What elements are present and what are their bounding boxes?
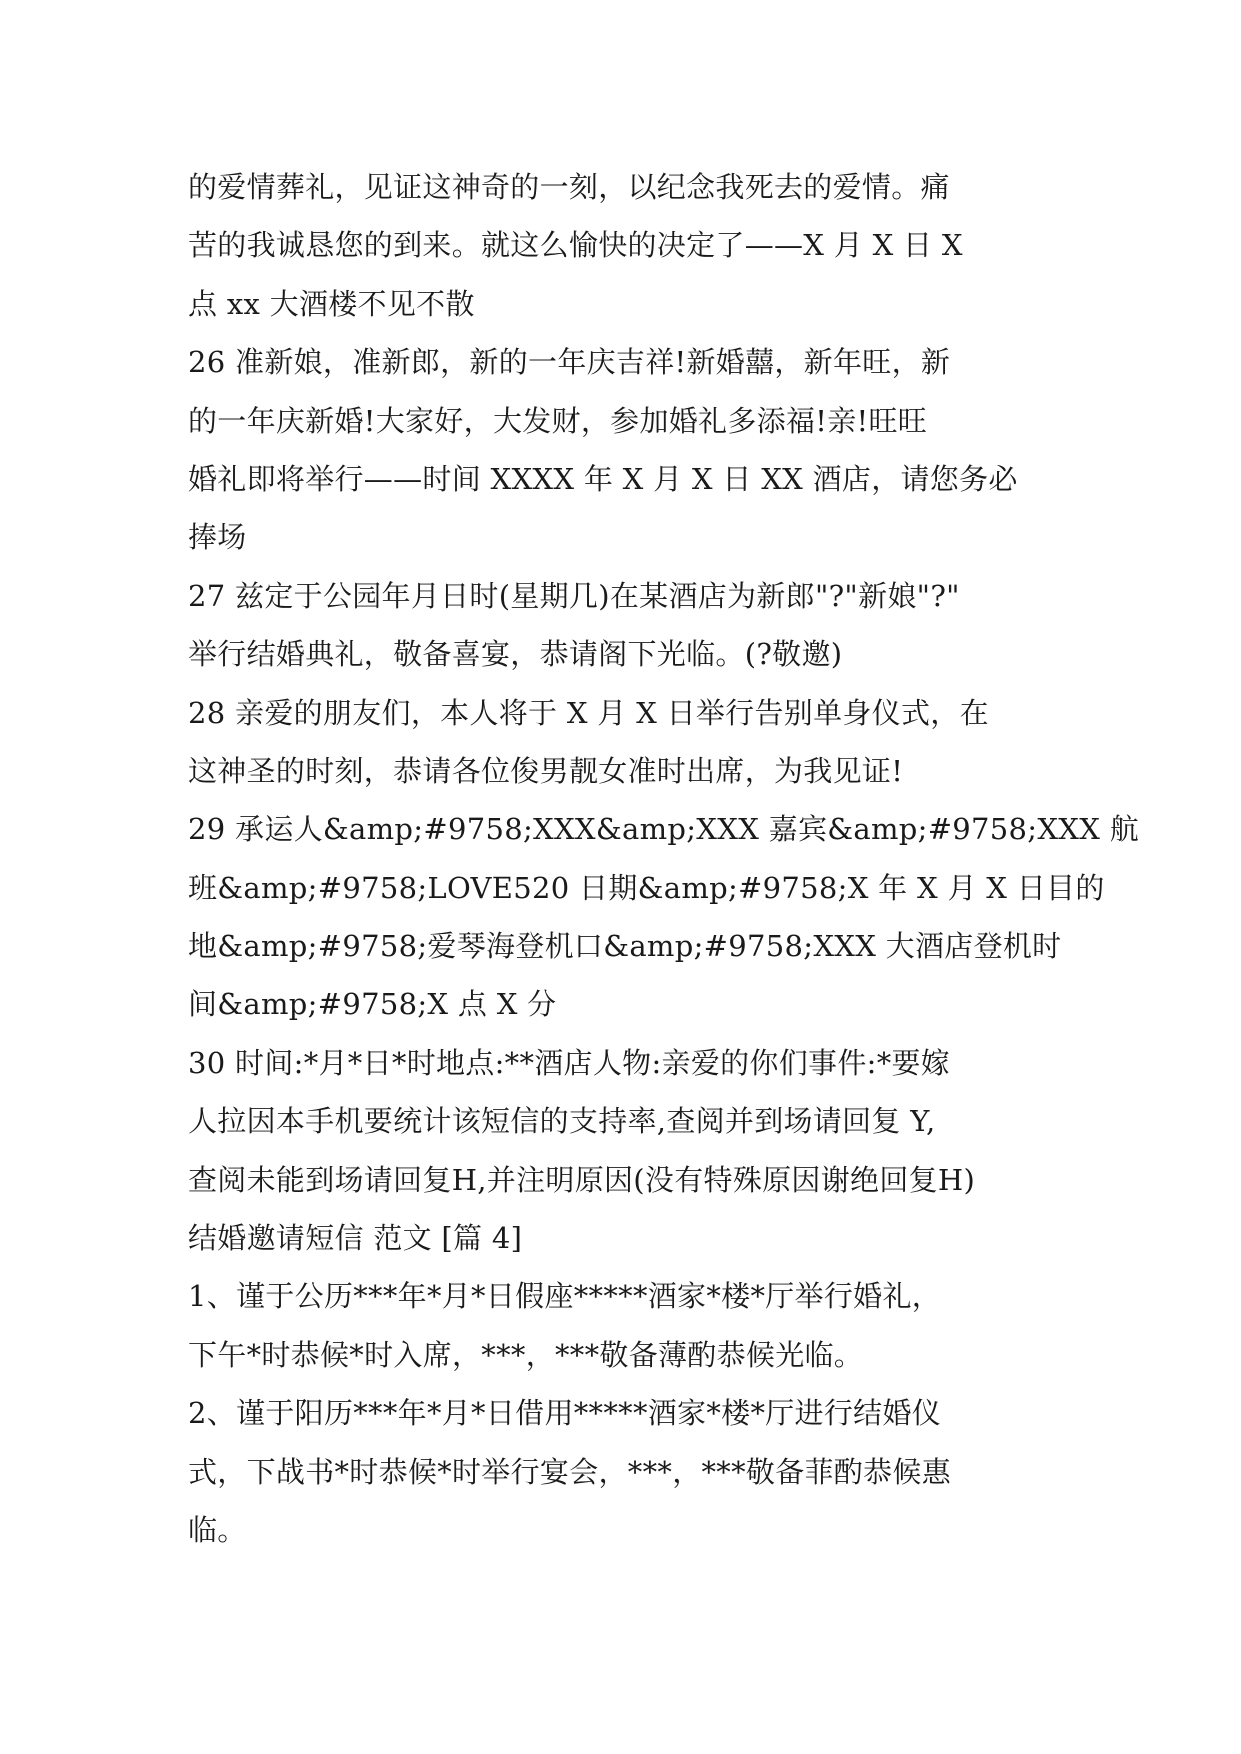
text-line: 1、谨于公历***年*月*日假座*****酒家*楼*厅举行婚礼， xyxy=(188,1279,942,1314)
text-line: 苦的我诚恳您的到来。就这么愉快的决定了——X 月 X 日 X xyxy=(188,228,963,263)
text-line: 捧场 xyxy=(188,520,247,555)
text-line: 29 承运人&amp;#9758;XXX&amp;XXX 嘉宾&amp;#9758;XXX 航 xyxy=(188,812,1140,847)
text-line: 婚礼即将举行——时间 XXXX 年 X 月 X 日 XX 酒店，请您务必 xyxy=(188,461,1018,496)
section-heading: 结婚邀请短信 范文 [篇 4] xyxy=(188,1221,523,1256)
text-line: 查阅未能到场请回复H,并注明原因(没有特殊原因谢绝回复H) xyxy=(188,1162,976,1197)
text-line: 临。 xyxy=(188,1512,247,1547)
text-line: 式，下战书*时恭候*时举行宴会，***，***敬备菲酌恭候惠 xyxy=(188,1454,952,1489)
text-line: 人拉因本手机要统计该短信的支持率,查阅并到场请回复 Y, xyxy=(188,1104,936,1139)
text-line: 举行结婚典礼，敬备喜宴，恭请阁下光临。(?敬邀) xyxy=(188,637,843,672)
text-line: 26 准新娘，准新郎，新的一年庆吉祥!新婚囍，新年旺，新 xyxy=(188,345,951,380)
text-line: 点 xx 大酒楼不见不散 xyxy=(188,286,475,321)
text-line: 下午*时恭候*时入席，***，***敬备薄酌恭候光临。 xyxy=(188,1337,864,1372)
text-line: 28 亲爱的朋友们，本人将于 X 月 X 日举行告别单身仪式，在 xyxy=(188,695,989,730)
text-line: 地&amp;#9758;爱琴海登机口&amp;#9758;XXX 大酒店登机时 xyxy=(188,929,1062,964)
text-line: 30 时间:*月*日*时地点:**酒店人物:亲爱的你们事件:*要嫁 xyxy=(188,1045,951,1080)
text-line: 间&amp;#9758;X 点 X 分 xyxy=(188,987,557,1022)
text-line: 2、谨于阳历***年*月*日借用*****酒家*楼*厅进行结婚仪 xyxy=(188,1396,942,1431)
text-line: 27 兹定于公园年月日时(星期几)在某酒店为新郎"?"新娘"?" xyxy=(188,578,960,613)
text-line: 班&amp;#9758;LOVE520 日期&amp;#9758;X 年 X 月 X 日目的 xyxy=(188,870,1105,905)
document-body-text xyxy=(188,158,1140,1559)
text-line: 的爱情葬礼，见证这神奇的一刻，以纪念我死去的爱情。痛 xyxy=(188,170,950,204)
text-line: 这神圣的时刻，恭请各位俊男靓女准时出席，为我见证! xyxy=(188,753,904,788)
text-line: 的一年庆新婚!大家好，大发财，参加婚礼多添福!亲!旺旺 xyxy=(188,403,928,438)
